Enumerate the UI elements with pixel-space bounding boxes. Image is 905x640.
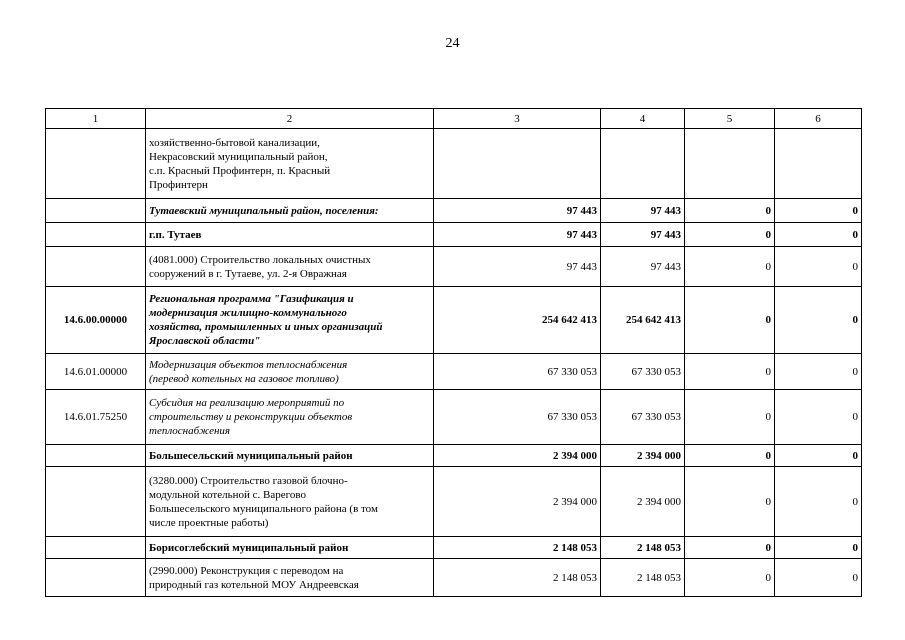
row-col-6: 0: [775, 223, 862, 247]
description-line: (4081.000) Строительство локальных очистных: [149, 253, 371, 266]
header-col-6: 6: [775, 109, 862, 129]
description-line: (3280.000) Строительство газовой блочно-: [149, 474, 348, 487]
description-line: сооружений в г. Тутаеве, ул. 2-я Овражная: [149, 267, 347, 280]
description-line: Субсидия на реализацию мероприятий по: [149, 397, 345, 409]
row-col-4: 97 443: [601, 247, 685, 287]
page-number: 24: [445, 36, 460, 51]
row-code: [46, 445, 146, 467]
row-col-4: 254 642 413: [601, 287, 685, 354]
description-line: с.п. Красный Профинтерн, п. Красный: [149, 164, 331, 177]
row-col-6: 0: [775, 390, 862, 445]
row-description: [146, 223, 434, 247]
row-description: [146, 467, 434, 537]
row-col-3: 2 148 053: [434, 559, 601, 597]
row-col-4: 97 443: [601, 223, 685, 247]
row-description: [146, 537, 434, 559]
description-line: Тутаевский муниципальный район, поселения:: [149, 204, 379, 217]
row-col-6: 0: [775, 445, 862, 467]
row-description: [146, 247, 434, 287]
row-code: [46, 559, 146, 597]
row-col-5: [685, 129, 775, 199]
row-description: [146, 199, 434, 223]
table-row: [46, 199, 862, 223]
row-col-3: 97 443: [434, 223, 601, 247]
row-col-5: 0: [685, 467, 775, 537]
row-col-5: 0: [685, 445, 775, 467]
description-line: Ярославской области": [149, 335, 261, 347]
row-col-6: 0: [775, 287, 862, 354]
row-col-3: 67 330 053: [434, 390, 601, 445]
description-line: (2990.000) Реконструкция с переводом на: [149, 564, 344, 577]
description-line: хозяйственно-бытовой канализации,: [149, 136, 320, 149]
row-code: [46, 247, 146, 287]
header-col-1: 1: [46, 109, 146, 129]
table-row: [46, 354, 862, 390]
description-line: (перевод котельных на газовое топливо): [149, 372, 339, 385]
row-col-3: 2 148 053: [434, 537, 601, 559]
header-col-3: 3: [434, 109, 601, 129]
table-row: [46, 223, 862, 247]
budget-table: [45, 108, 862, 597]
row-col-5: 0: [685, 559, 775, 597]
table-row: [46, 390, 862, 445]
row-col-3: 254 642 413: [434, 287, 601, 354]
row-col-4: 97 443: [601, 199, 685, 223]
description-line: природный газ котельной МОУ Андреевская: [149, 578, 359, 591]
row-col-4: 2 148 053: [601, 537, 685, 559]
description-line: Большесельского муниципального района (в том: [149, 502, 378, 515]
row-col-3: 97 443: [434, 199, 601, 223]
row-col-4: 2 394 000: [601, 445, 685, 467]
row-col-4: 67 330 053: [601, 354, 685, 390]
row-description: [146, 129, 434, 199]
row-code: [46, 537, 146, 559]
description-line: Модернизация объектов теплоснабжения: [149, 358, 348, 371]
table-row: [46, 467, 862, 537]
row-col-4: [601, 129, 685, 199]
row-col-6: 0: [775, 247, 862, 287]
row-description: [146, 559, 434, 597]
row-description: [146, 390, 434, 445]
description-line: теплоснабжения: [149, 425, 231, 437]
row-code: [46, 223, 146, 247]
header-row: [46, 109, 862, 129]
row-code: 14.6.01.00000: [46, 354, 146, 390]
header-col-4: 4: [601, 109, 685, 129]
row-col-4: 2 148 053: [601, 559, 685, 597]
row-col-6: 0: [775, 354, 862, 390]
description-line: числе проектные работы): [149, 516, 269, 529]
row-code: [46, 467, 146, 537]
row-code: [46, 199, 146, 223]
row-col-3: 67 330 053: [434, 354, 601, 390]
row-col-6: 0: [775, 559, 862, 597]
description-line: Профинтерн: [149, 178, 208, 191]
table-row: [46, 445, 862, 467]
table-row: [46, 537, 862, 559]
row-description: [146, 445, 434, 467]
header-col-5: 5: [685, 109, 775, 129]
row-col-5: 0: [685, 354, 775, 390]
row-col-6: 0: [775, 467, 862, 537]
row-code: 14.6.01.75250: [46, 390, 146, 445]
row-col-5: 0: [685, 247, 775, 287]
row-col-3: [434, 129, 601, 199]
row-col-6: [775, 129, 862, 199]
table-row: [46, 559, 862, 597]
description-line: хозяйства, промышленных и иных организаций: [149, 321, 383, 333]
table-row: [46, 129, 862, 199]
row-col-5: 0: [685, 287, 775, 354]
row-col-6: 0: [775, 537, 862, 559]
table-row: [46, 247, 862, 287]
row-col-5: 0: [685, 537, 775, 559]
description-line: Борисоглебский муниципальный район: [149, 541, 349, 554]
row-code: 14.6.00.00000: [46, 287, 146, 354]
description-line: модернизация жилищно-коммунального: [149, 307, 347, 319]
description-line: модульной котельной с. Варегово: [149, 488, 306, 501]
row-col-4: 2 394 000: [601, 467, 685, 537]
description-line: г.п. Тутаев: [149, 228, 202, 241]
row-code: [46, 129, 146, 199]
row-col-5: 0: [685, 223, 775, 247]
description-line: строительству и реконструкции объектов: [149, 411, 353, 423]
row-col-3: 2 394 000: [434, 445, 601, 467]
table-row: [46, 287, 862, 354]
row-description: [146, 287, 434, 354]
description-line: Большесельский муниципальный район: [149, 449, 353, 462]
row-description: [146, 354, 434, 390]
description-line: Некрасовский муниципальный район,: [149, 150, 328, 163]
row-col-3: 97 443: [434, 247, 601, 287]
row-col-4: 67 330 053: [601, 390, 685, 445]
row-col-6: 0: [775, 199, 862, 223]
description-line: Региональная программа "Газификация и: [149, 293, 354, 305]
row-col-5: 0: [685, 199, 775, 223]
row-col-3: 2 394 000: [434, 467, 601, 537]
header-col-2: 2: [146, 109, 434, 129]
row-col-5: 0: [685, 390, 775, 445]
